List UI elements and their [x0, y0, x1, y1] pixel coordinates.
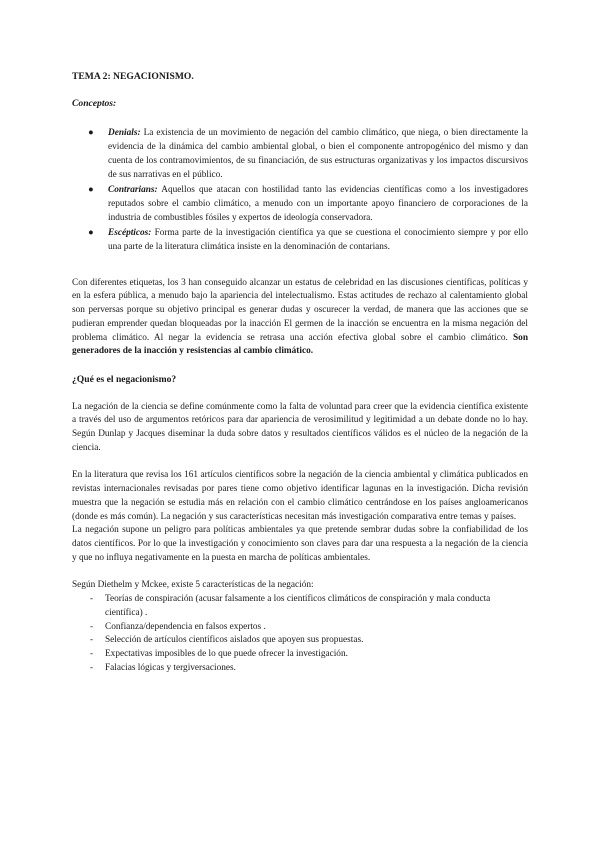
list-item-text: Teorías de conspiración (acusar falsamente a los científicos climáticos de conspiración y mala conducta científica) . [105, 594, 491, 618]
list-item-text: Expectativas imposibles de lo que puede ofrecer la investigación. [105, 648, 348, 659]
concept-item [72, 184, 528, 225]
concept-text: Forma parte de la investigación científica ya que se cuestiona el conocimiento siempre y por ello una parte de la literatura climática insiste en la denominación de contarians. [108, 228, 528, 253]
concept-term: Escépticos: [108, 228, 152, 239]
characteristics-list [72, 593, 528, 675]
concept-item [72, 127, 528, 182]
dash-icon: - [90, 635, 94, 646]
document-page [72, 70, 528, 675]
bullet-icon: ● [88, 185, 94, 196]
list-item-text: Confianza/dependencia en falsos expertos . [105, 621, 266, 632]
dash-icon: - [90, 621, 94, 632]
concepts-list [72, 127, 528, 254]
list-intro: Según Diethelm y Mckee, existe 5 características de la negación: [72, 580, 314, 591]
paragraph-literature: En la literatura que revisa los 161 artículos científicos sobre la negación de la ciencia ambiental y climática publicados en revistas internacionales revisadas por pares tiene como objetivo identificar lagunas en la investigación. Dicha revisión muestra que la negación se estudia más en relación con el cambio climático centrándose en los países angloamericanos (donde es más común). La negación y sus características necesitan más investigación comparativa entre temas y países. [72, 470, 528, 522]
list-item [72, 662, 528, 676]
dash-icon: - [90, 648, 94, 659]
dash-icon: - [90, 594, 94, 605]
list-item [72, 648, 528, 662]
dash-icon: - [90, 662, 94, 673]
concept-text: Aquellos que atacan con hostilidad tanto las evidencias científicas como a los investigadores reputados sobre el cambio climático, a menudo con un importante apoyo financiero de corporaciones de la industria de combustibles fósiles y expertos de ideología conservadora. [108, 185, 528, 223]
page-title: TEMA 2: NEGACIONISMO. [72, 71, 194, 82]
list-item [72, 634, 528, 648]
conceptos-heading: Conceptos: [72, 97, 117, 109]
concept-term: Contrarians: [108, 185, 158, 196]
paragraph-definition: La negación de la ciencia se define comúnmente como la falta de voluntad para creer que la evidencia científica existente a través del uso de argumentos retóricos para dar apariencia de verosimilitud y legitimidad a un debate donde no lo hay. Según Dunlap y Jacques diseminar la duda sobre datos y resultados científicos válidos es el núcleo de la negación de la ciencia. [72, 401, 528, 453]
question-heading: ¿Qué es el negacionismo? [72, 373, 177, 385]
paragraph-danger: La negación supone un peligro para políticas ambientales ya que pretende sembrar dudas sobre la confiabilidad de los datos científicos. Por lo que la investigación y conocimiento son claves para dar una respuesta a la negación de la ciencia y que no influya negativamente en la puesta en marcha de políticas ambientales. [72, 525, 528, 563]
paragraph-text: Con diferentes etiquetas, los 3 han conseguido alcanzar un estatus de celebridad en las discusiones científicas, políticas y en la esfera pública, a menudo bajo la apariencia del intelectualismo. Estas actitudes de rechazo al calentamiento global son perversas porque su objetivo principal es generar dudas y oscurecer la verdad, de manera que las acciones que se pudieran emprender quedan bloqueadas por la inacción El germen de la inacción se encuentra en la misma negación del problema climático. Al negar la evidencia se retrasa una acción efectiva global sobre el cambio climático. [72, 277, 528, 343]
concept-text: La existencia de un movimiento de negación del cambio climático, que niega, o bien directamente la evidencia de la dinámica del cambio ambiental global, o bien el componente antropogénico del mismo y dan cuenta de los contramovimientos, de su financiación, de sus estructuras organizativas y los impactos discursivos de sus narrativas en el público. [108, 128, 528, 180]
list-item [72, 593, 528, 620]
list-item [72, 621, 528, 635]
bullet-icon: ● [88, 228, 94, 239]
concept-term: Denials: [108, 128, 141, 139]
list-item-text: Falacias lógicas y tergiversaciones. [105, 662, 236, 673]
bullet-icon: ● [88, 128, 94, 139]
paragraph-bold-conclusion: Son generadores de la inacción y resistencias al cambio climático. [72, 332, 528, 357]
concept-item [72, 227, 528, 254]
paragraph-etiquetas [72, 277, 528, 359]
list-item-text: Selección de artículos científicos aislados que apoyen sus propuestas. [105, 635, 364, 646]
